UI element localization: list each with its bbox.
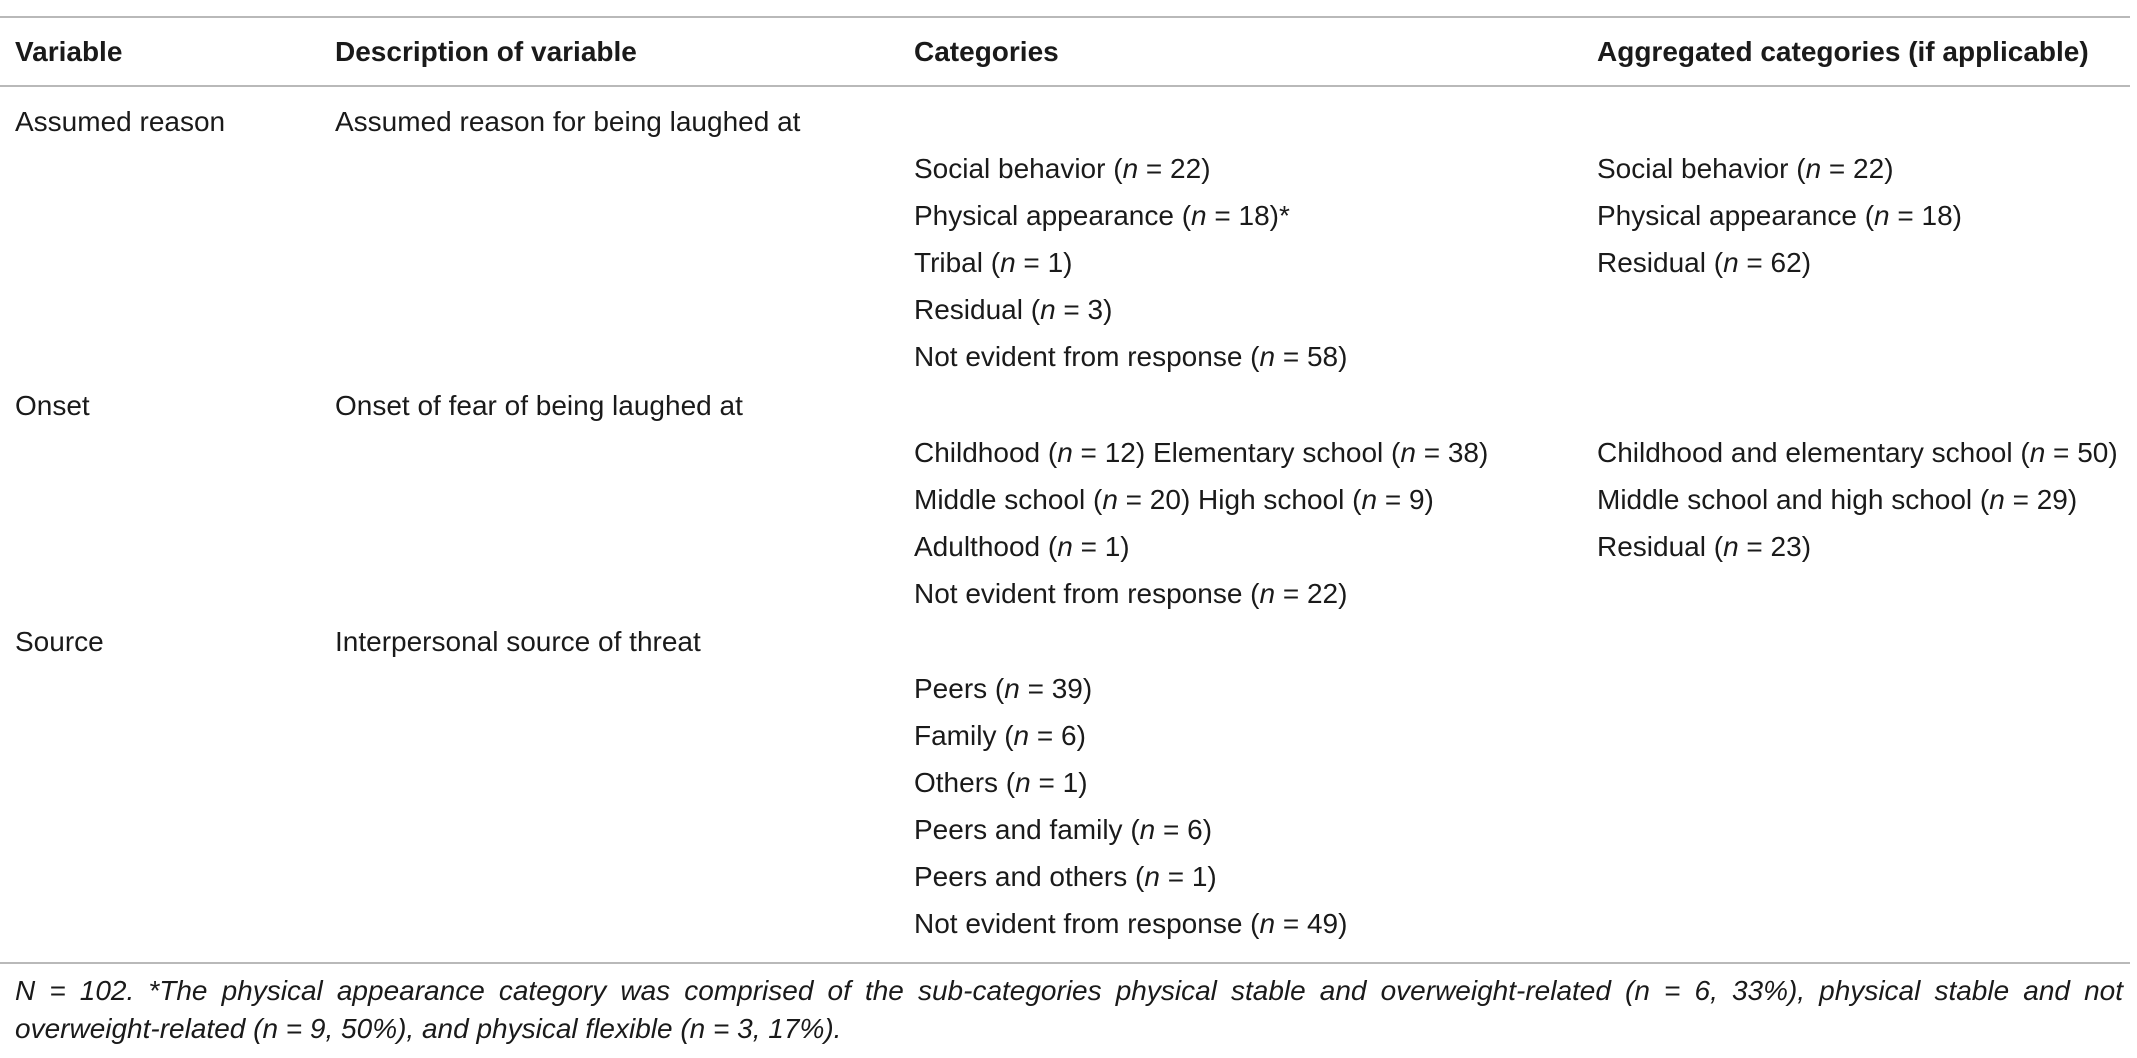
header-aggregated: Aggregated categories (if applicable) [1597,36,2089,67]
aggregated-cell: Residual (n = 62) [1597,247,1812,278]
aggregated-cell: Residual (n = 23) [1597,531,1812,562]
table-footnote [15,972,2123,1048]
category-cell: Childhood (n = 12) Elementary school (n = 38) [914,437,1489,468]
category-cell: Not evident from response (n = 58) [914,341,1348,372]
footnote-line: overweight-related (n = 9, 50%), and physical flexible (n = 3, 17%). [15,1013,842,1044]
category-cell: Social behavior (n = 22) [914,153,1211,184]
header-variable: Variable [15,36,123,67]
category-cell: Peers (n = 39) [914,673,1093,704]
table-bottom-rule [0,962,2130,964]
variable-assumed-reason: Assumed reason [15,106,226,137]
table-top-rule [0,16,2130,18]
table-header-rule [0,85,2130,87]
category-cell: Adulthood (n = 1) [914,531,1130,562]
category-cell: Others (n = 1) [914,767,1088,798]
category-cell: Middle school (n = 20) High school (n = 9) [914,484,1434,515]
header-categories: Categories [914,36,1059,67]
category-cell: Physical appearance (n = 18)* [914,200,1290,231]
description-assumed-reason: Assumed reason for being laughed at [335,106,801,137]
category-cell: Not evident from response (n = 22) [914,578,1348,609]
description-onset: Onset of fear of being laughed at [335,390,743,421]
category-cell: Residual (n = 3) [914,294,1113,325]
category-cell: Family (n = 6) [914,720,1086,751]
footnote-line: N = 102. *The physical appearance category was comprised of the sub-categories physical stable and overweight-related (n = 6, 33%), physical stable and not [15,975,2123,1006]
description-source: Interpersonal source of threat [335,626,701,657]
aggregated-cell: Social behavior (n = 22) [1597,153,1894,184]
category-cell: Peers and others (n = 1) [914,861,1217,892]
header-description: Description of variable [335,36,637,67]
category-cell: Tribal (n = 1) [914,247,1073,278]
category-cell: Not evident from response (n = 49) [914,908,1348,939]
aggregated-cell: Physical appearance (n = 18) [1597,200,1963,231]
variable-source: Source [15,626,104,657]
category-cell: Peers and family (n = 6) [914,814,1213,845]
aggregated-cell: Middle school and high school (n = 29) [1597,484,2078,515]
aggregated-cell: Childhood and elementary school (n = 50) [1597,437,2118,468]
variable-onset: Onset [15,390,90,421]
